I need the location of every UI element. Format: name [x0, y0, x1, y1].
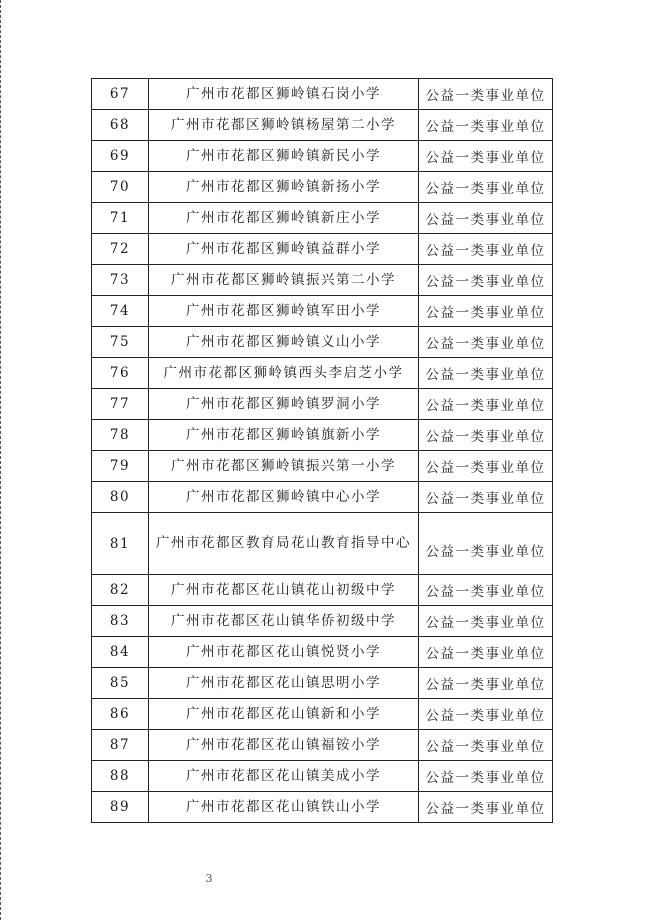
unit-list-table	[91, 78, 553, 823]
unit-type: 公益一类事业单位	[419, 637, 553, 668]
table-row	[92, 606, 553, 637]
unit-type: 公益一类事业单位	[419, 451, 553, 482]
unit-type: 公益一类事业单位	[419, 358, 553, 389]
unit-name: 广州市花都区狮岭镇旗新小学	[149, 420, 419, 451]
unit-name: 广州市花都区狮岭镇杨屋第二小学	[149, 110, 419, 141]
table-row	[92, 451, 553, 482]
table-row	[92, 482, 553, 513]
row-number: 87	[92, 730, 149, 761]
row-number: 67	[92, 79, 149, 110]
row-number: 85	[92, 668, 149, 699]
unit-name: 广州市花都区花山镇福铵小学	[149, 730, 419, 761]
unit-type: 公益一类事业单位	[419, 327, 553, 358]
unit-name: 广州市花都区狮岭镇石岗小学	[149, 79, 419, 110]
row-number: 89	[92, 792, 149, 823]
row-number: 74	[92, 296, 149, 327]
table-row	[92, 575, 553, 606]
unit-name: 广州市花都区花山镇悦贤小学	[149, 637, 419, 668]
unit-type: 公益一类事业单位	[419, 699, 553, 730]
unit-type: 公益一类事业单位	[419, 575, 553, 606]
row-number: 69	[92, 141, 149, 172]
row-number: 86	[92, 699, 149, 730]
unit-type: 公益一类事业单位	[419, 296, 553, 327]
table-row	[92, 761, 553, 792]
table-row	[92, 513, 553, 575]
table-row	[92, 389, 553, 420]
unit-type: 公益一类事业单位	[419, 389, 553, 420]
table-row	[92, 327, 553, 358]
table-row	[92, 792, 553, 823]
page-number: 3	[205, 872, 213, 885]
table-row	[92, 265, 553, 296]
row-number: 72	[92, 234, 149, 265]
row-number: 80	[92, 482, 149, 513]
row-number: 73	[92, 265, 149, 296]
row-number: 75	[92, 327, 149, 358]
table-row	[92, 234, 553, 265]
unit-name: 广州市花都区花山镇花山初级中学	[149, 575, 419, 606]
table-row	[92, 699, 553, 730]
unit-name: 广州市花都区花山镇新和小学	[149, 699, 419, 730]
row-number: 83	[92, 606, 149, 637]
unit-name: 广州市花都区狮岭镇益群小学	[149, 234, 419, 265]
unit-name: 广州市花都区狮岭镇新扬小学	[149, 172, 419, 203]
table-row	[92, 296, 553, 327]
unit-type: 公益一类事业单位	[419, 761, 553, 792]
table-row	[92, 172, 553, 203]
unit-type: 公益一类事业单位	[419, 265, 553, 296]
row-number: 79	[92, 451, 149, 482]
row-number: 71	[92, 203, 149, 234]
row-number: 84	[92, 637, 149, 668]
unit-type: 公益一类事业单位	[419, 172, 553, 203]
unit-name: 广州市花都区狮岭镇振兴第二小学	[149, 265, 419, 296]
unit-name: 广州市花都区狮岭镇振兴第一小学	[149, 451, 419, 482]
unit-name: 广州市花都区狮岭镇中心小学	[149, 482, 419, 513]
table-row	[92, 110, 553, 141]
table-row	[92, 668, 553, 699]
unit-name: 广州市花都区狮岭镇新民小学	[149, 141, 419, 172]
table-row	[92, 730, 553, 761]
unit-name: 广州市花都区教育局花山教育指导中心	[149, 513, 419, 575]
unit-type: 公益一类事业单位	[419, 482, 553, 513]
unit-name: 广州市花都区狮岭镇义山小学	[149, 327, 419, 358]
unit-type: 公益一类事业单位	[419, 141, 553, 172]
unit-type: 公益一类事业单位	[419, 792, 553, 823]
unit-type: 公益一类事业单位	[419, 79, 553, 110]
row-number: 82	[92, 575, 149, 606]
unit-name: 广州市花都区花山镇思明小学	[149, 668, 419, 699]
table-row	[92, 358, 553, 389]
row-number: 77	[92, 389, 149, 420]
row-number: 76	[92, 358, 149, 389]
table-row	[92, 79, 553, 110]
row-number: 68	[92, 110, 149, 141]
unit-type: 公益一类事业单位	[419, 420, 553, 451]
row-number: 70	[92, 172, 149, 203]
unit-type: 公益一类事业单位	[419, 668, 553, 699]
unit-name: 广州市花都区花山镇铁山小学	[149, 792, 419, 823]
unit-type: 公益一类事业单位	[419, 234, 553, 265]
scan-edge-mark	[0, 0, 7, 920]
table-row	[92, 637, 553, 668]
unit-name: 广州市花都区狮岭镇西头李启芝小学	[149, 358, 419, 389]
unit-type: 公益一类事业单位	[419, 606, 553, 637]
row-number: 81	[92, 513, 149, 575]
table-row	[92, 420, 553, 451]
table-row	[92, 141, 553, 172]
unit-name: 广州市花都区花山镇美成小学	[149, 761, 419, 792]
unit-type: 公益一类事业单位	[419, 203, 553, 234]
unit-name: 广州市花都区狮岭镇军田小学	[149, 296, 419, 327]
unit-name: 广州市花都区狮岭镇新庄小学	[149, 203, 419, 234]
unit-name: 广州市花都区花山镇华侨初级中学	[149, 606, 419, 637]
unit-name: 广州市花都区狮岭镇罗洞小学	[149, 389, 419, 420]
row-number: 88	[92, 761, 149, 792]
unit-type: 公益一类事业单位	[419, 513, 553, 575]
row-number: 78	[92, 420, 149, 451]
unit-type: 公益一类事业单位	[419, 110, 553, 141]
table-row	[92, 203, 553, 234]
unit-type: 公益一类事业单位	[419, 730, 553, 761]
